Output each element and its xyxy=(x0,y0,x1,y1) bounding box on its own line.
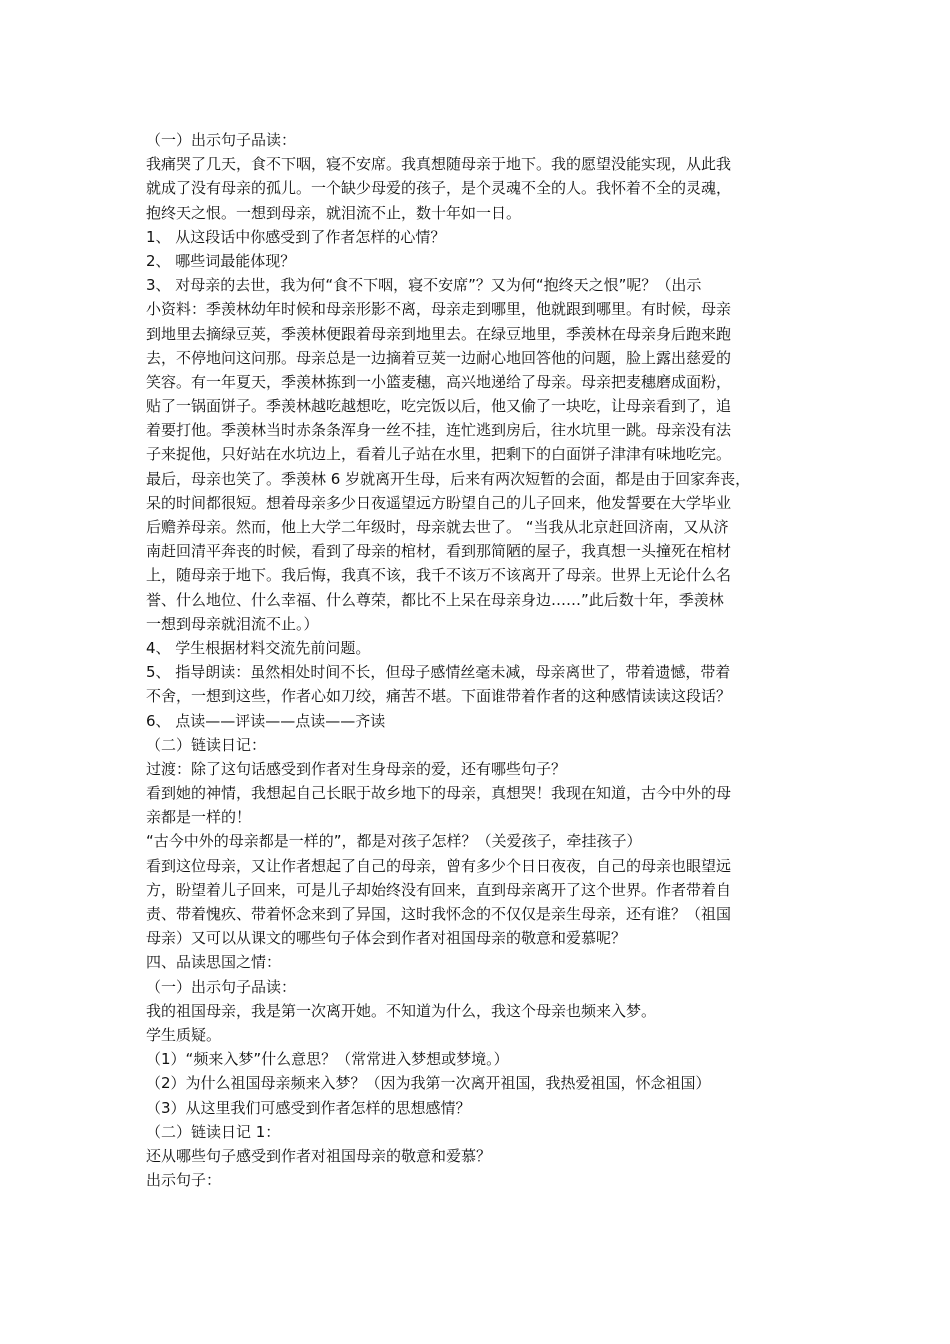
text-line: 最后，母亲也笑了。季羡林 6 岁就离开生母，后来有两次短暂的会面，都是由于回家奔丧， xyxy=(146,469,751,488)
text-line: 贴了一锅面饼子。季羡林越吃越想吃，吃完饭以后，他又偷了一块吃，让母亲看到了，追 xyxy=(146,397,732,416)
text-line: 着要打他。季羡林当时赤条条浑身一丝不挂，连忙逃到房后，往水坑里一跳。母亲没有法 xyxy=(146,421,732,440)
text-line: 学生质疑。 xyxy=(146,1025,222,1044)
text-line: （2）为什么祖国母亲频来入梦？（因为我第一次离开祖国，我热爱祖国，怀念祖国） xyxy=(146,1074,711,1093)
text-line: （二）链读日记： xyxy=(146,735,267,754)
text-line: 4、 学生根据材料交流先前问题。 xyxy=(146,638,371,657)
text-line: 还从哪些句子感受到作者对祖国母亲的敬意和爱慕？ xyxy=(146,1146,492,1165)
text-line: （3）从这里我们可感受到作者怎样的思想感情？ xyxy=(146,1098,471,1117)
text-line: 母亲）又可以从课文的哪些句子体会到作者对祖国母亲的敬意和爱慕呢？ xyxy=(146,929,627,948)
text-line: 后赡养母亲。然而，他上大学二年级时，母亲就去世了。 “当我从北京赶回济南，又从济 xyxy=(146,518,729,536)
text-line: （一）出示句子品读： xyxy=(146,977,297,996)
text-line: 呆的时间都很短。想着母亲多少日夜遥望远方盼望自己的儿子回来，他发誓要在大学毕业 xyxy=(146,493,732,512)
text-line: 到地里去摘绿豆荚，季羡林便跟着母亲到地里去。在绿豆地里，季羡林在母亲身后跑来跑 xyxy=(146,324,732,343)
document-body xyxy=(146,128,818,1192)
text-line: 我痛哭了几天，食不下咽，寝不安席。我真想随母亲于地下。我的愿望没能实现，从此我 xyxy=(146,155,732,174)
text-line: 子来捉他，只好站在水坑边上，看着儿子站在水里，把剩下的白面饼子津津有味地吃完。 xyxy=(146,445,732,464)
text-line: “古今中外的母亲都是一样的”，都是对孩子怎样？（关爱孩子，牵挂孩子） xyxy=(146,832,642,851)
text-line: 一想到母亲就泪流不止。） xyxy=(146,614,319,633)
text-line: （一）出示句子品读： xyxy=(146,131,297,149)
text-line: 2、 哪些词最能体现？ xyxy=(146,251,296,270)
text-line: 就成了没有母亲的孤儿。一个缺少母爱的孩子，是个灵魂不全的人。我怀着不全的灵魂， xyxy=(146,179,732,198)
text-line: 抱终天之恨。一想到母亲，就泪流不止，数十年如一日。 xyxy=(146,203,522,222)
text-line: 我的祖国母亲，我是第一次离开她。不知道为什么，我这个母亲也频来入梦。 xyxy=(146,1001,657,1020)
text-line: 去，不停地问这问那。母亲总是一边摘着豆荚一边耐心地回答他的问题，脸上露出慈爱的 xyxy=(146,348,732,367)
text-line: 1、 从这段话中你感受到了作者怎样的心情？ xyxy=(146,227,446,246)
text-line: 3、 对母亲的去世，我为何“食不下咽，寝不安席”？又为何“抱终天之恨”呢？（出示 xyxy=(146,276,702,295)
text-line: 方，盼望着儿子回来，可是儿子却始终没有回来，直到母亲离开了这个世界。作者带着自 xyxy=(146,880,732,899)
text-line: 笑容。有一年夏天，季羡林拣到一小篮麦穗，高兴地递给了母亲。母亲把麦穗磨成面粉， xyxy=(146,372,732,391)
text-line: 小资料：季羡林幼年时候和母亲形影不离，母亲走到哪里，他就跟到哪里。有时候，母亲 xyxy=(146,300,732,319)
text-line: 亲都是一样的！ xyxy=(146,808,252,827)
text-line: （二）链读日记 1： xyxy=(146,1122,281,1141)
text-line: 过渡：除了这句话感受到作者对生身母亲的爱，还有哪些句子？ xyxy=(146,759,567,778)
text-line: （1）“频来入梦”什么意思？（常常进入梦想或梦境。） xyxy=(146,1050,509,1069)
text-line: 南赶回清平奔丧的时候，看到了母亲的棺材，看到那简陋的屋子，我真想一头撞死在棺材 xyxy=(146,542,732,561)
text-line: 6、 点读——评读——点读——齐读 xyxy=(146,711,386,730)
text-line: 不舍，一想到这些，作者心如刀绞，痛苦不堪。下面谁带着作者的这种感情读读这段话？ xyxy=(146,687,732,706)
text-line: 看到她的神情，我想起自己长眠于故乡地下的母亲，真想哭！我现在知道，古今中外的母 xyxy=(146,784,732,803)
text-line: 责、带着愧疚、带着怀念来到了异国，这时我怀念的不仅仅是亲生母亲，还有谁？（祖国 xyxy=(146,905,732,923)
text-line: 上，随母亲于地下。我后悔，我真不该，我千不该万不该离开了母亲。世界上无论什么名 xyxy=(146,566,732,585)
text-line: 5、 指导朗读：虽然相处时间不长，但母子感情丝毫未减，母亲离世了，带着遗憾，带着 xyxy=(146,663,731,682)
text-line: 四、品读思国之情： xyxy=(146,953,282,972)
text-line: 誉、什么地位、什么幸福、什么尊荣，都比不上呆在母亲身边……”此后数十年，季羡林 xyxy=(146,590,724,609)
text-line: 出示句子： xyxy=(146,1171,222,1190)
text-line: 看到这位母亲，又让作者想起了自己的母亲，曾有多少个日日夜夜，自己的母亲也眼望远 xyxy=(146,856,732,875)
